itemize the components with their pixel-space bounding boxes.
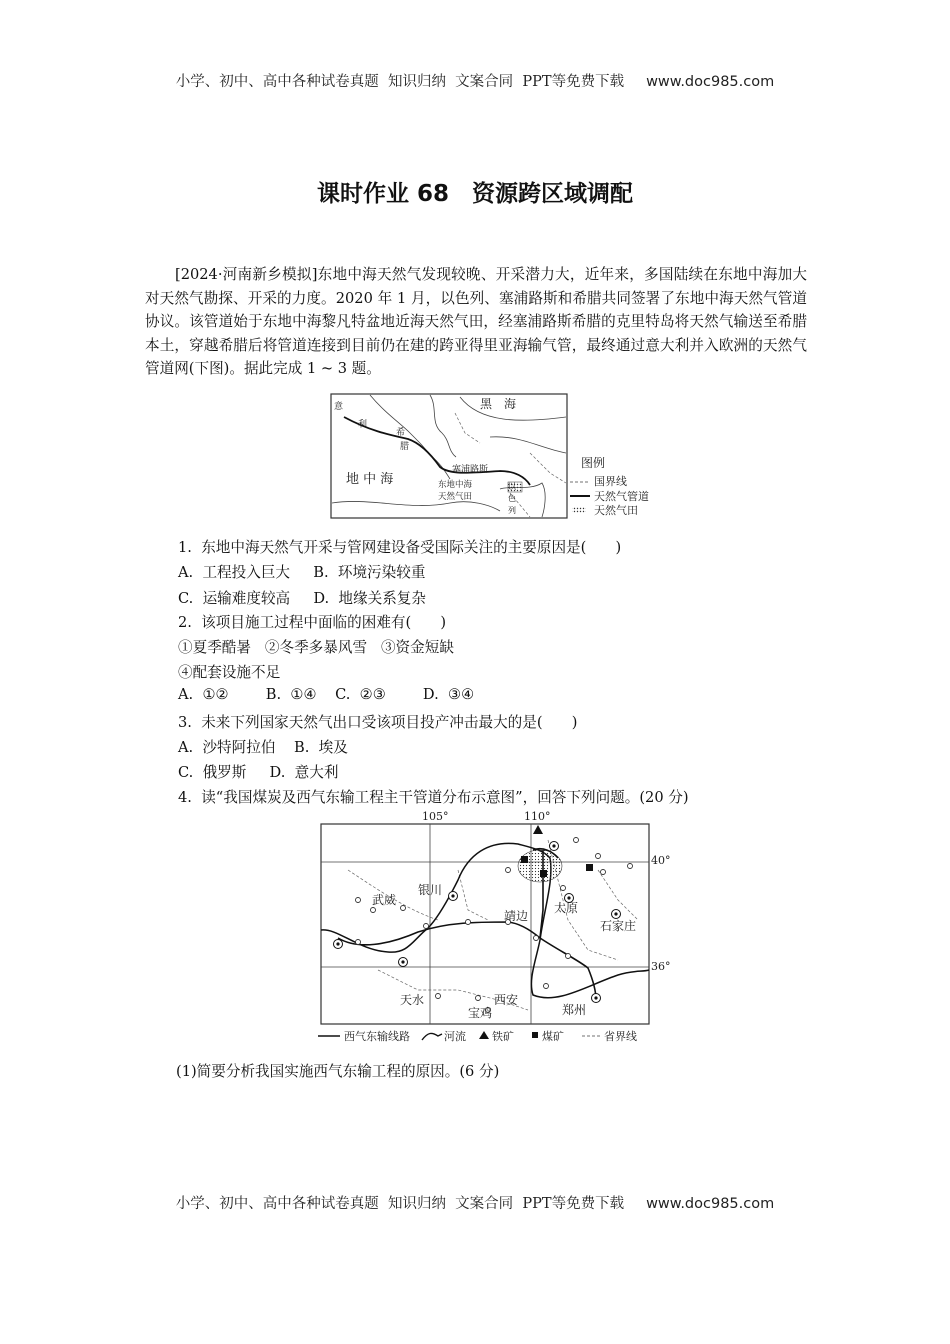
legend-river-icon — [422, 1033, 442, 1040]
question-2: 2. 该项目施工过程中面临的困难有( ) — [178, 614, 447, 631]
city-yinchuan: 银川 — [418, 883, 443, 897]
q3-options-ab: A. 沙特阿拉伯 B. 埃及 — [178, 739, 348, 756]
q2-items-1: ①夏季酷暑 ②冬季多暴风雪 ③资金短缺 — [178, 639, 454, 656]
city-jingbian: 靖边 — [504, 909, 529, 923]
coal-mine-icon-1 — [521, 856, 528, 863]
coal-mine-icon-2 — [540, 870, 547, 877]
q2-options: A. ①② B. ①④ C. ②③ D. ③④ — [178, 686, 475, 703]
black-sea-label: 黑 海 — [480, 397, 517, 411]
question-4-part-1: (1)简要分析我国实施西气东输工程的原因。(6 分) — [176, 1063, 500, 1080]
footer-text: 小学、初中、高中各种试卷真题 知识归纳 文案合同 PPT等免费下载 — [175, 1196, 625, 1212]
legend-coal-icon — [532, 1032, 538, 1038]
legend-iron-icon — [479, 1031, 489, 1039]
question-1: 1. 东地中海天然气开采与管网建设备受国际关注的主要原因是( ) — [178, 539, 622, 556]
field-label-1: 东地中海 — [438, 480, 473, 490]
italy-label-2: 利 — [358, 420, 368, 430]
israel-label-2: 色 — [508, 494, 516, 503]
med-sea-label: 地 中 海 — [346, 472, 394, 487]
italy-label-1: 意 — [334, 402, 344, 412]
legend-border-text: 国界线 — [594, 475, 627, 488]
page-header — [0, 70, 950, 91]
legend-title: 图例 — [581, 456, 606, 470]
lon-105-label: 105° — [422, 810, 449, 823]
legend-route-text: 西气东输线路 — [344, 1030, 410, 1043]
city-zhengzhou: 郑州 — [562, 1003, 587, 1017]
city-wuwei: 武威 — [372, 893, 397, 907]
west-east-gas-map — [318, 810, 671, 1046]
legend-border-text-2: 省界线 — [604, 1030, 637, 1043]
legend-field-swatch — [572, 507, 586, 513]
footer-site[interactable]: www.doc985.com — [646, 1196, 775, 1212]
lon-110-label: 110° — [524, 810, 551, 823]
israel-label-3: 列 — [508, 506, 516, 515]
coal-mine-icon-3 — [586, 864, 593, 871]
q1-options-ab: A. 工程投入巨大 B. 环境污染较重 — [178, 564, 426, 581]
city-tianshui: 天水 — [400, 993, 425, 1007]
header-site[interactable]: www.doc985.com — [646, 74, 775, 90]
header-text: 小学、初中、高中各种试卷真题 知识归纳 文案合同 PPT等免费下载 — [175, 74, 625, 90]
legend-iron-text: 铁矿 — [492, 1030, 514, 1043]
israel-label-1: 以 — [508, 482, 516, 491]
page-title: 课时作业 68 资源跨区域调配 — [316, 181, 633, 207]
city-baoji: 宝鸡 — [468, 1006, 493, 1020]
cyprus-label: 塞浦路斯 — [452, 465, 489, 475]
legend-pipeline-text: 天然气管道 — [594, 490, 649, 503]
intro-paragraph: [2024·河南新乡模拟]东地中海天然气发现较晚、开采潜力大，近年来，多国陆续在东地中海加大对天然气勘探、开采的力度。2020 年 1 月，以色列、塞浦路斯和希腊共同签署了东地中海天然气管道协议。该管道始于东地中海黎凡特盆地近海天然气田，经塞浦路斯希腊的克里特岛将天然气输送至希腊本土，穿越希腊后将管道连接到目前仍在建的跨亚得里亚海输气管，最终通过意大利并入欧洲的天然气管道网(下图)。据此完成 1 ~ 3 题。 — [145, 266, 807, 378]
question-3: 3. 未来下列国家天然气出口受该项目投产冲击最大的是( ) — [178, 714, 578, 731]
lat-36-label: 36° — [651, 960, 671, 973]
mediterranean-pipeline-map — [330, 393, 668, 521]
greece-label-2: 腊 — [400, 442, 410, 452]
legend-coal-text: 煤矿 — [542, 1030, 564, 1043]
legend-river-text: 河流 — [444, 1030, 466, 1043]
city-shijiazhuang: 石家庄 — [600, 919, 637, 933]
question-4: 4. 读“我国煤炭及西气东输工程主干管道分布示意图”，回答下列问题。(20 分) — [178, 789, 689, 806]
field-label-2: 天然气田 — [438, 492, 473, 502]
city-taiyuan: 太原 — [554, 901, 579, 915]
city-xian: 西安 — [494, 993, 519, 1007]
page-footer — [0, 1192, 950, 1213]
lat-40-label: 40° — [651, 854, 671, 867]
q1-options-cd: C. 运输难度较高 D. 地缘关系复杂 — [178, 590, 426, 607]
legend-field-text: 天然气田 — [594, 504, 638, 517]
q2-items-2: ④配套设施不足 — [178, 664, 281, 681]
greece-label-1: 希 — [396, 428, 406, 438]
q3-options-cd: C. 俄罗斯 D. 意大利 — [178, 764, 339, 781]
